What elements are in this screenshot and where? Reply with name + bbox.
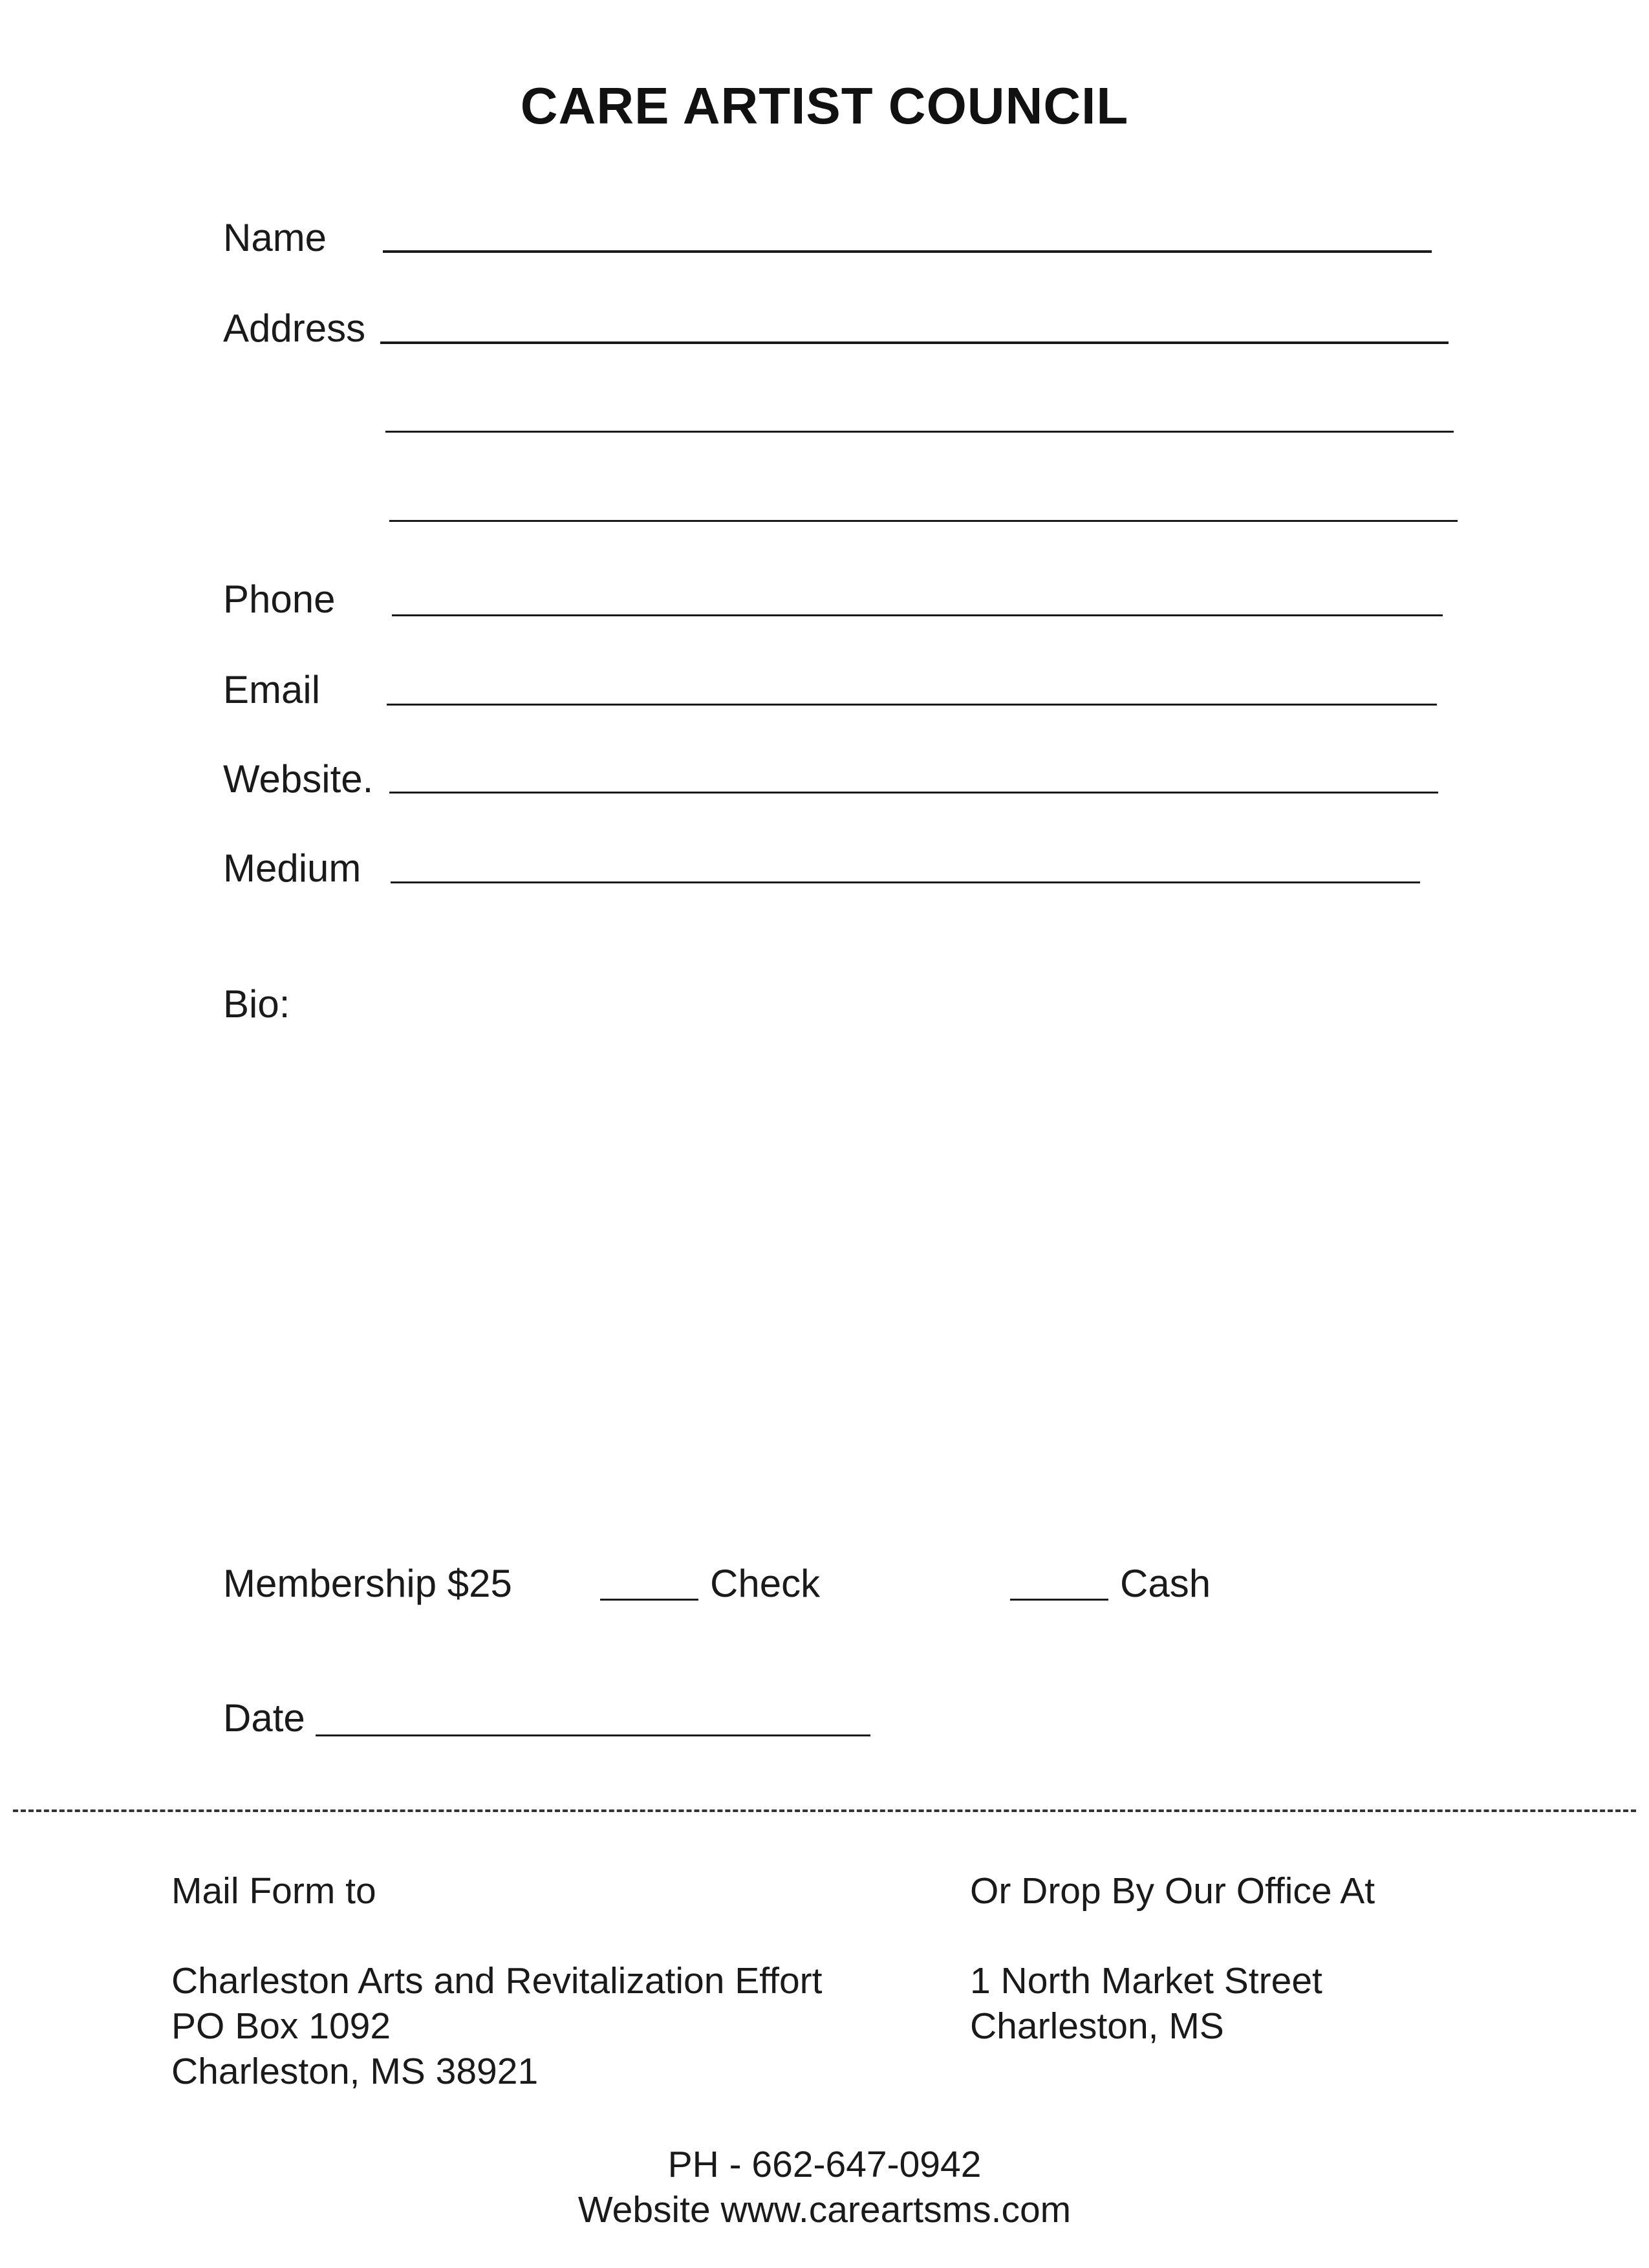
address-label: Address [223,307,366,350]
bio-area[interactable] [223,1041,1439,1533]
drop-heading: Or Drop By Our Office At [970,1870,1375,1912]
address-field-line-1[interactable] [380,341,1449,344]
name-label: Name [223,216,327,259]
address-field-line-2[interactable] [385,431,1454,433]
drop-address-line: Charleston, MS [970,2005,1224,2047]
mail-heading: Mail Form to [171,1870,376,1912]
check-blank[interactable] [600,1599,698,1601]
mail-address-line: Charleston Arts and Revitalization Effort [171,1960,823,2002]
date-label: Date [223,1696,305,1740]
phone-label: Phone [223,578,336,621]
cash-label: Cash [1120,1562,1211,1605]
medium-label: Medium [223,847,361,890]
name-field[interactable] [383,250,1432,253]
phone-field[interactable] [392,614,1443,616]
check-label: Check [710,1562,821,1605]
website-field[interactable] [389,792,1438,794]
bio-label: Bio: [223,982,290,1026]
contact-website: Website www.careartsms.com [577,2189,1072,2230]
date-field[interactable] [316,1734,870,1736]
drop-address-line: 1 North Market Street [970,1960,1322,2002]
cash-blank[interactable] [1010,1599,1108,1601]
mail-address-line: Charleston, MS 38921 [171,2051,539,2092]
email-field[interactable] [387,704,1437,706]
address-field-line-3[interactable] [389,520,1458,522]
medium-field[interactable] [391,881,1420,883]
email-label: Email [223,668,321,711]
mail-address-line: PO Box 1092 [171,2005,391,2047]
tear-off-line [13,1809,1636,1812]
form-title: CARE ARTIST COUNCIL [520,77,1129,135]
contact-phone: PH - 662-647-0942 [667,2144,982,2185]
membership-label: Membership $25 [223,1562,512,1605]
website-label: Website. [223,757,374,801]
